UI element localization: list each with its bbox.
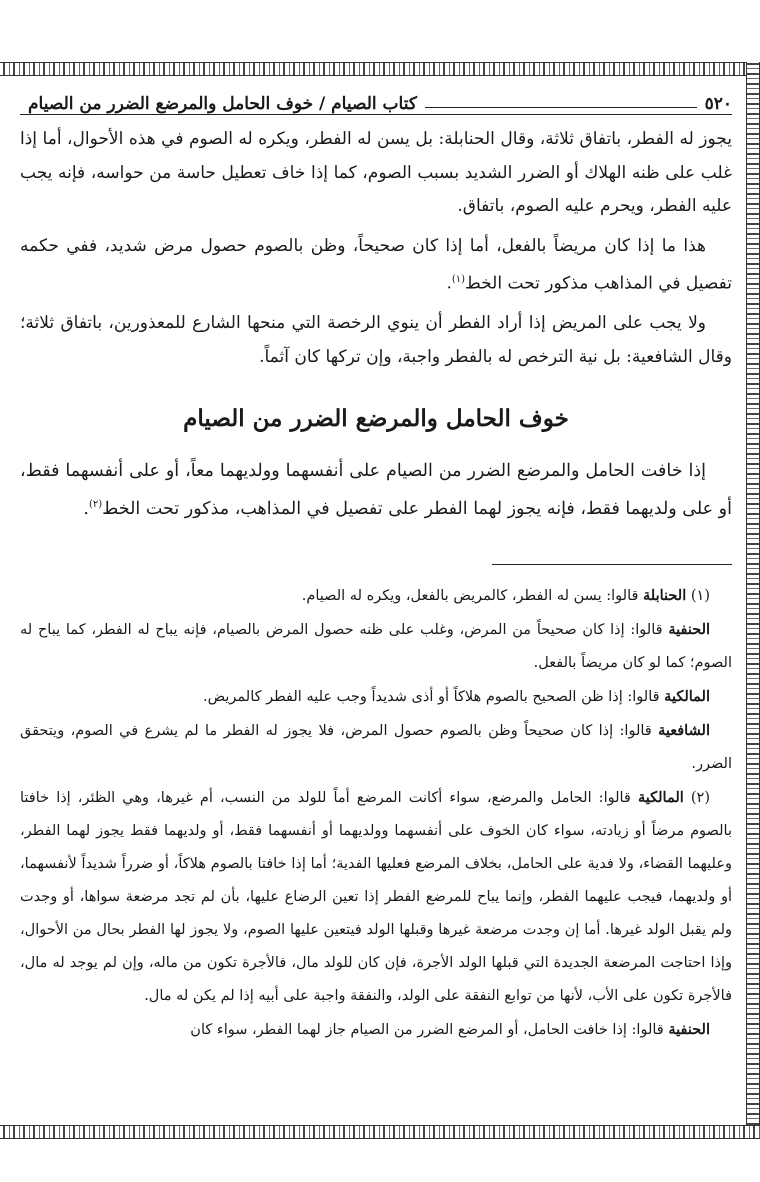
paragraph-2 (20, 230, 732, 302)
page-number: ٥٢٠ (704, 94, 732, 114)
hanbali-label: الحنابلة (643, 586, 687, 604)
shafii-text: قالوا: إذا كان صحيحاً وظن بالصوم حصول المرض، فلا يجوز له الفطر ما لم يشرع في الصوم، ويتحقق الضرر. (20, 722, 732, 772)
footnote-2-hanafi (20, 1013, 732, 1047)
maliki-text: قالوا: إذا ظن الصحيح بالصوم هلاكاً أو أذى شديداً وجب عليه الفطر كالمريض. (203, 688, 660, 705)
paragraph-3: ولا يجب على المريض إذا أراد الفطر أن ينوي الرخصة التي منحها الشارع للمعذورين، باتفاق ثلاثة؛ وقال الشافعية: بل نية الترخص له بالفطر واجبة، وإن تركها كان آثماً. (20, 313, 732, 367)
hanafi-2-text: قالوا: إذا خافت الحامل، أو المرضع الضرر من الصيام جاز لهما الفطر، سواء كان (190, 1021, 664, 1038)
hanafi-text: قالوا: إذا كان صحيحاً من المرض، وغلب على ظنه حصول المرض بالصيام، فإنه يباح له الفطر، كما يباح له الصوم؛ كما لو كان مريضاً بالفعل. (20, 621, 732, 671)
paragraph-1: يجوز له الفطر، باتفاق ثلاثة، وقال الحنابلة: بل يسن له الفطر، ويكره له الصوم في هذه الأحوال، أما إذا غلب على ظنه الهلاك أو الضرر الشديد بسبب الصوم، كما إذا خاف تعطيل حاسة من حواسه، فإنه يجب عليه الفطر، ويحرم عليه الصوم، باتفاق. (20, 129, 732, 216)
section-paragraph-end: . (83, 498, 89, 519)
maliki-2-label: المالكية (637, 788, 684, 806)
header-rule (425, 107, 697, 108)
footnote-1-number: (١) (690, 587, 710, 604)
footnote-1-maliki (20, 680, 732, 714)
hanafi-label: الحنفية (668, 620, 711, 638)
running-header (20, 84, 732, 115)
footnote-2-number: (٢) (690, 789, 711, 806)
footnote-1-shafii (20, 714, 732, 781)
footnote-ref-2[interactable]: (٢) (88, 499, 103, 511)
paragraph-2-text: هذا ما إذا كان مريضاً بالفعل، أما إذا كان صحيحاً، وظن بالصوم حصول مرض شديد، ففي حكمه تفصيل في المذاهب مذكور تحت الخط (20, 235, 732, 294)
footnote-1-hanbali (20, 579, 732, 613)
bottom-ornamental-border (0, 1125, 760, 1139)
hanbali-text: قالوا: يسن له الفطر، كالمريض بالفعل، ويكره له الصيام. (301, 587, 639, 604)
hanafi-2-label: الحنفية (668, 1020, 710, 1038)
running-title: كتاب الصيام / خوف الحامل والمرضع الضرر من الصيام (28, 94, 417, 114)
footnotes (20, 579, 732, 1047)
paragraph-2-end: . (446, 273, 452, 294)
section-paragraph (20, 454, 732, 526)
section-heading: خوف الحامل والمرضع الضرر من الصيام (183, 405, 569, 433)
section-paragraph-text: إذا خافت الحامل والمرضع الضرر من الصيام على أنفسهما وولديهما معاً، أو على أنفسهما فقط، أو على ولديهما فقط، فإنه يجوز لهما الفطر على تفصيل في المذاهب، مذكور تحت الخط (20, 461, 732, 519)
maliki-2-text: قالوا: الحامل والمرضع، سواء أكانت المرضع أماً للولد من النسب، أم غيرها، وهي الظئر، إذا خافتا بالصوم مرضاً أو زيادته، سواء كان الخوف على أنفسهما وولديهما أو أنفسهما فقط، أو ولديهما فقط يجوز لهما الفطر، وعليهما القضاء، ولا فدية على الحامل، بخلاف المرضع فعليها الفدية؛ أما إذا خافتا بالصوم هلاكاً، أو ضرراً شديداً لأنفسهما، أو ولديهما، فيجب عليهما الفطر، وإنما يباح للمرضع الفطر إذا تعين الرضاع عليها، بأن لم تجد مرضعة سواها، أو وجدت ولم يقبل الولد غيرها. أما إن وجدت مرضعة غيرها وقبلها الولد فيتعين عليها الصوم، ولا يجوز لها الفطر بحال من الأحوال، وإذا احتاجت المرضعة الجديدة التي قبلها الولد الأجرة، فإن كان للولد مال، فالأجرة تكون من ماله، وإن لم يوجد له مال، فالأجرة تكون على الأب، لأنها من توابع النفقة على الولد، والنفقة واجبة على أبيه إذا لم يكن له مال. (20, 789, 732, 1004)
footnote-ref-1[interactable]: (١) (451, 274, 466, 285)
footnote-2-maliki (20, 781, 732, 1013)
top-ornamental-border (0, 62, 760, 76)
page-content (20, 84, 732, 1047)
shafii-label: الشافعية (658, 721, 710, 739)
right-ornamental-border (746, 62, 760, 1138)
footnote-1-hanafi (20, 613, 732, 680)
maliki-label: المالكية (664, 687, 710, 705)
footnote-separator (492, 564, 732, 565)
